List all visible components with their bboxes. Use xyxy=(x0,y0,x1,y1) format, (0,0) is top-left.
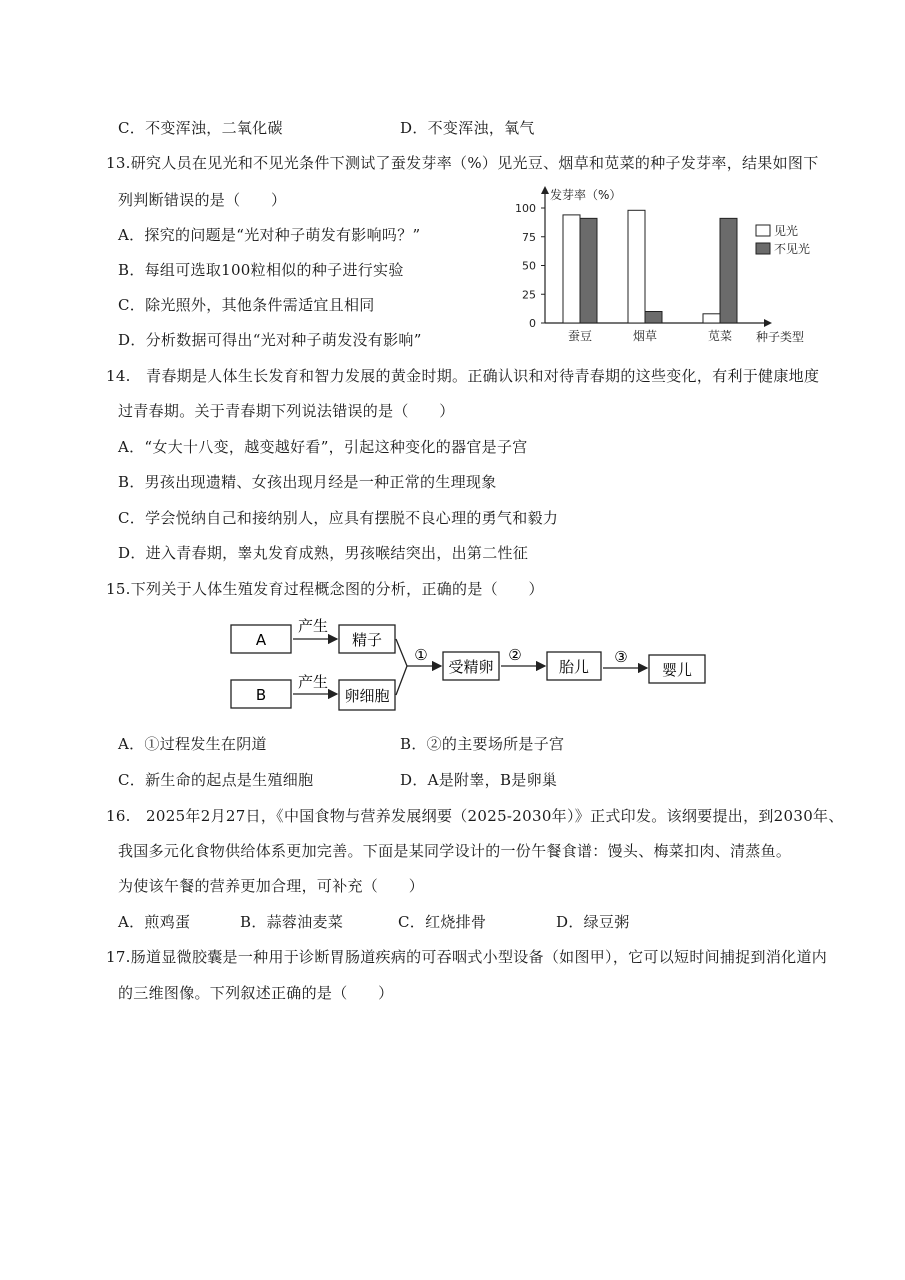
box-b-label: B xyxy=(255,686,267,704)
box-a-label: A xyxy=(255,631,267,649)
y-tick-label: 50 xyxy=(522,259,536,273)
chart-xlabel: 种子类型 xyxy=(756,330,805,344)
bar-dark xyxy=(580,218,597,323)
q16-stem-line2: 我国多元化食物供给体系更加完善。下面是某同学设计的一份午餐食谱：馒头、梅菜扣肉、清蒸鱼。 xyxy=(118,842,792,860)
legend-label: 不见光 xyxy=(774,242,811,256)
q14-option-c: C．学会悦纳自己和接纳别人，应具有摆脱不良心理的勇气和毅力 xyxy=(118,509,559,527)
q16-option-c: C．红烧排骨 xyxy=(398,913,487,931)
bar-light xyxy=(703,314,720,323)
q13-option-c: C．除光照外，其他条件需适宜且相同 xyxy=(118,296,375,314)
q15-option-b: B．②的主要场所是子宫 xyxy=(400,735,565,753)
legend-label: 见光 xyxy=(774,224,799,238)
arrow-label-bottom: 产生 xyxy=(297,673,329,691)
bar-dark xyxy=(645,312,662,324)
y-tick-label: 100 xyxy=(515,202,536,215)
fetus-label: 胎儿 xyxy=(558,658,590,676)
x-category-label: 烟草 xyxy=(632,329,658,343)
q14-option-a: A．“女大十八变，越变越好看”，引起这种变化的器官是子宫 xyxy=(118,438,528,456)
chart-ylabel: 发芽率（%） xyxy=(550,188,622,202)
egg-label: 卵细胞 xyxy=(344,687,390,705)
q13-option-d: D．分析数据可得出“光对种子萌发没有影响” xyxy=(118,331,422,349)
x-category-label: 苋菜 xyxy=(707,329,733,343)
legend-swatch xyxy=(756,225,770,236)
q13-stem-line1: 13.研究人员在见光和不见光条件下测试了蚕发芽率（%）见光豆、烟草和苋菜的种子发芽率，结果如图下 xyxy=(106,154,819,172)
zygote-label: 受精卵 xyxy=(448,658,494,676)
q15-option-c: C．新生命的起点是生殖细胞 xyxy=(118,771,314,789)
step2-label: ② xyxy=(508,646,522,664)
bar-light xyxy=(563,215,580,323)
y-tick-label: 0 xyxy=(529,317,536,330)
y-tick-label: 25 xyxy=(522,288,536,302)
q15-option-d: D．A是附睾，B是卵巢 xyxy=(400,771,558,789)
q16-stem-line1: 16. 2025年2月27日，《中国食物与营养发展纲要（2025-2030年）》正式印发。该纲要提出，到2030年、 xyxy=(106,807,844,825)
q16-option-b: B．蒜蓉油麦菜 xyxy=(240,913,344,931)
q12-option-d: D．不变浑浊，氧气 xyxy=(400,119,535,137)
q17-stem-line1: 17.肠道显微胶囊是一种用于诊断胃肠道疾病的可吞咽式小型设备（如图甲），它可以短时间捕捉到消化道内 xyxy=(106,948,828,966)
q12-option-c: C．不变浑浊，二氧化碳 xyxy=(118,119,283,137)
y-tick-label: 75 xyxy=(522,230,536,244)
germination-rate-chart xyxy=(500,180,830,350)
reproduction-concept-diagram xyxy=(225,612,715,720)
q16-stem-line3: 为使该午餐的营养更加合理，可补充（ ） xyxy=(118,877,425,895)
step1-label: ① xyxy=(414,646,428,664)
arrow-label-top: 产生 xyxy=(297,617,329,635)
q14-option-d: D．进入青春期，睾丸发育成熟，男孩喉结突出，出第二性征 xyxy=(118,544,529,562)
chart-x-axis-arrow xyxy=(764,319,772,327)
q14-stem-line2: 过青春期。关于青春期下列说法错误的是（ ） xyxy=(118,402,455,420)
bar-dark xyxy=(720,218,737,323)
merge-lines xyxy=(396,639,407,695)
q17-stem-line2: 的三维图像。下列叙述正确的是（ ） xyxy=(118,984,394,1002)
chart-y-axis-arrow xyxy=(541,186,549,194)
q16-option-d: D．绿豆粥 xyxy=(556,913,630,931)
q15-option-a: A．①过程发生在阴道 xyxy=(118,735,267,753)
bar-light xyxy=(628,210,645,323)
q14-stem-line1: 14. 青春期是人体生长发育和智力发展的黄金时期。正确认识和对待青春期的这些变化，有利于健康地度 xyxy=(106,367,820,385)
infant-label: 婴儿 xyxy=(661,661,693,679)
q14-option-b: B．男孩出现遗精、女孩出现月经是一种正常的生理现象 xyxy=(118,473,497,491)
q13-stem-line2: 列判断错误的是（ ） xyxy=(118,191,287,209)
sperm-label: 精子 xyxy=(351,631,383,649)
x-category-label: 蚕豆 xyxy=(567,329,593,343)
q15-stem: 15.下列关于人体生殖发育过程概念图的分析，正确的是（ ） xyxy=(106,580,544,598)
q13-option-b: B．每组可选取100粒相似的种子进行实验 xyxy=(118,261,404,279)
q16-option-a: A．煎鸡蛋 xyxy=(118,913,191,931)
step3-label: ③ xyxy=(614,648,628,666)
legend-swatch xyxy=(756,243,770,254)
q13-option-a: A．探究的问题是“光对种子萌发有影响吗？” xyxy=(118,226,421,244)
